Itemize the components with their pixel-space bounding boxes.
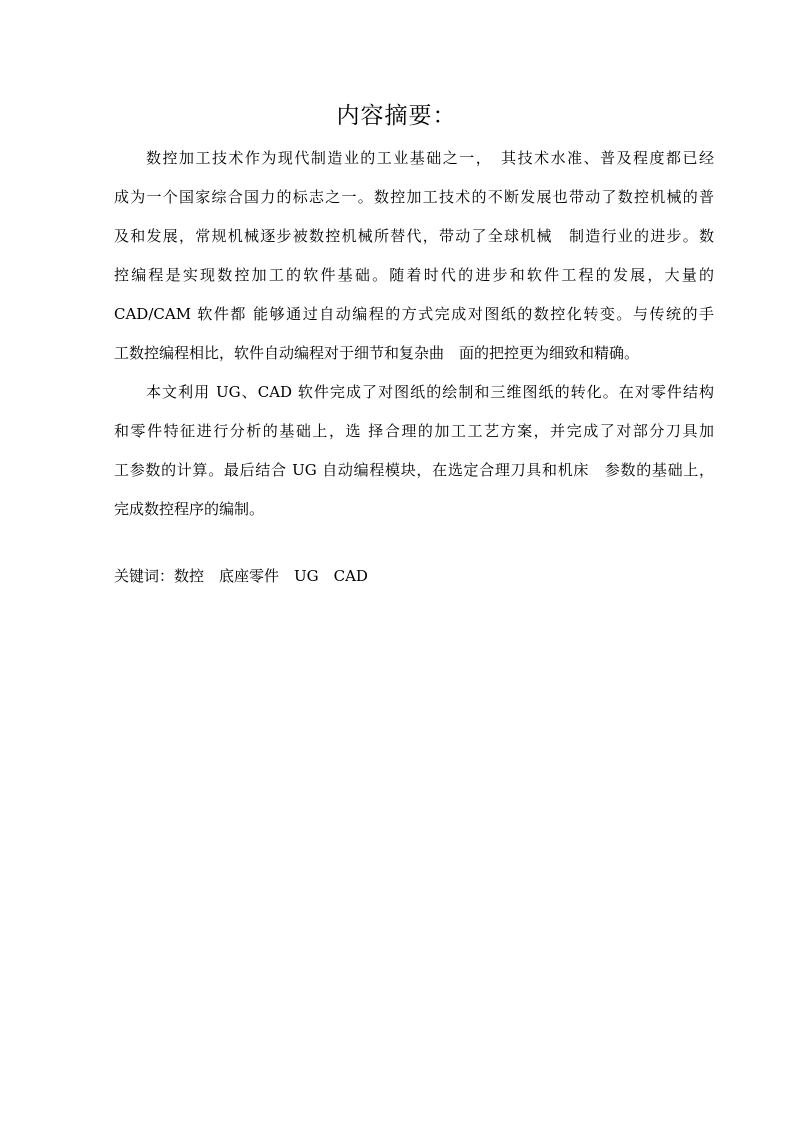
keywords-line: 关键词：数控 底座零件 UG CAD: [114, 567, 368, 585]
paragraph-2-line-4: 完成数控程序的编制。: [114, 500, 265, 518]
paragraph-1-line-6: 工数控编程相比，软件自动编程对于细节和复杂曲 面的把控更为细致和精确。: [114, 344, 640, 362]
paragraph-1-line-1: 数控加工技术作为现代制造业的工业基础之一， 其技术水准、普及程度都已经: [146, 149, 714, 167]
page-title: 内容摘要：: [336, 103, 457, 129]
paragraph-2-line-1: 本文利用 UG、CAD 软件完成了对图纸的绘制和三维图纸的转化。在对零件结构: [146, 383, 714, 401]
paragraph-2-line-2: 和零件特征进行分析的基础上，选 择合理的加工工艺方案，并完成了对部分刀具加: [114, 422, 714, 440]
paragraph-1-line-4: 控编程是实现数控加工的软件基础。随着时代的进步和软件工程的发展，大量的: [114, 266, 714, 284]
paragraph-2-line-3: 工参数的计算。最后结合 UG 自动编程模块，在选定合理刀具和机床 参数的基础上，: [114, 461, 714, 479]
paragraph-1-line-2: 成为一个国家综合国力的标志之一。数控加工技术的不断发展也带动了数控机械的普: [114, 188, 714, 206]
paragraph-1-line-3: 及和发展，常规机械逐步被数控机械所替代，带动了全球机械 制造行业的进步。数: [114, 227, 714, 245]
paragraph-1-line-5: CAD/CAM 软件都 能够通过自动编程的方式完成对图纸的数控化转变。与传统的手: [114, 305, 714, 323]
